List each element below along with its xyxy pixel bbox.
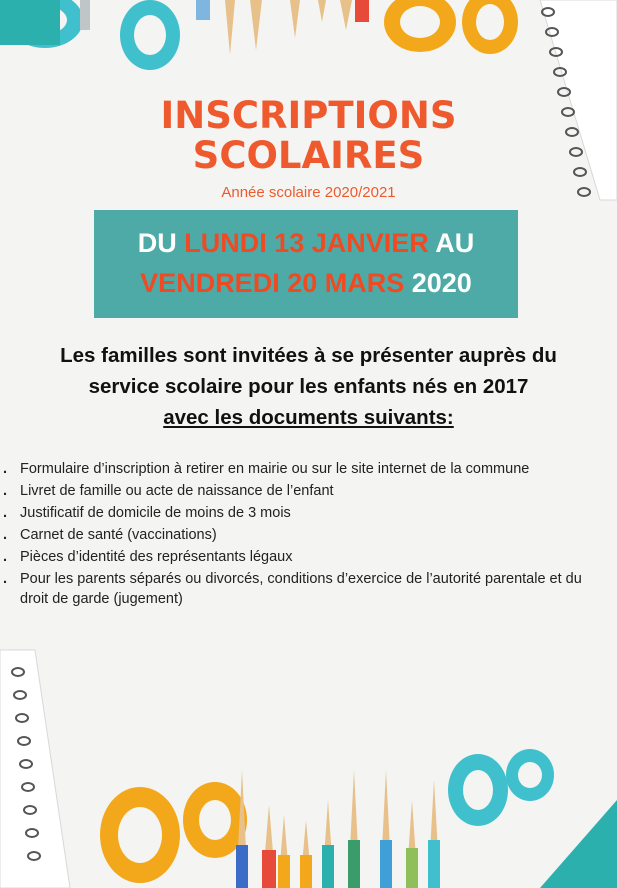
poster-title-line2: SCOLAIRES: [192, 134, 425, 177]
registration-dates-box: [94, 210, 518, 318]
pencils-icon: [196, 0, 369, 55]
list-item: . Livret de famille ou acte de naissance de l’enfant: [0, 481, 610, 501]
intro-line2: service scolaire pour les enfants nés en 2017: [88, 375, 529, 398]
school-year: Année scolaire 2020/2021: [221, 184, 396, 201]
dates-year: 2020: [404, 268, 472, 298]
dates-du: DU: [137, 228, 185, 258]
notebook-icon: [0, 650, 70, 888]
scissors-icon: [448, 749, 554, 826]
dates-line2: [94, 263, 518, 303]
end-date: VENDREDI 20 MARS: [140, 268, 405, 298]
notebook-icon: [0, 0, 60, 45]
intro-text: [0, 340, 617, 433]
scissors-icon: [100, 782, 247, 883]
notebook-icon: [540, 800, 617, 888]
list-item: . Pour les parents séparés ou divorcés, conditions d’exercice de l’autorité parentale et du droit de garde (jugement): [0, 569, 610, 609]
pencils-icon: [236, 770, 440, 888]
dates-line1: [94, 223, 518, 263]
documents-list: [0, 459, 610, 611]
intro-line1: Les familles sont invitées à se présenter auprès du: [60, 344, 557, 367]
list-item: . Carnet de santé (vaccinations): [0, 525, 610, 545]
dates-au: AU: [428, 228, 475, 258]
list-item: . Pièces d’identité des représentants légaux: [0, 547, 610, 567]
start-date: LUNDI 13 JANVIER: [184, 228, 429, 258]
scissors-icon: [384, 0, 518, 54]
intro-line3: avec les documents suivants:: [163, 406, 454, 429]
list-item: . Justificatif de domicile de moins de 3 mois: [0, 503, 610, 523]
poster-title-line1: INSCRIPTIONS: [160, 94, 457, 137]
list-item: . Formulaire d’inscription à retirer en mairie ou sur le site internet de la commune: [0, 459, 610, 479]
